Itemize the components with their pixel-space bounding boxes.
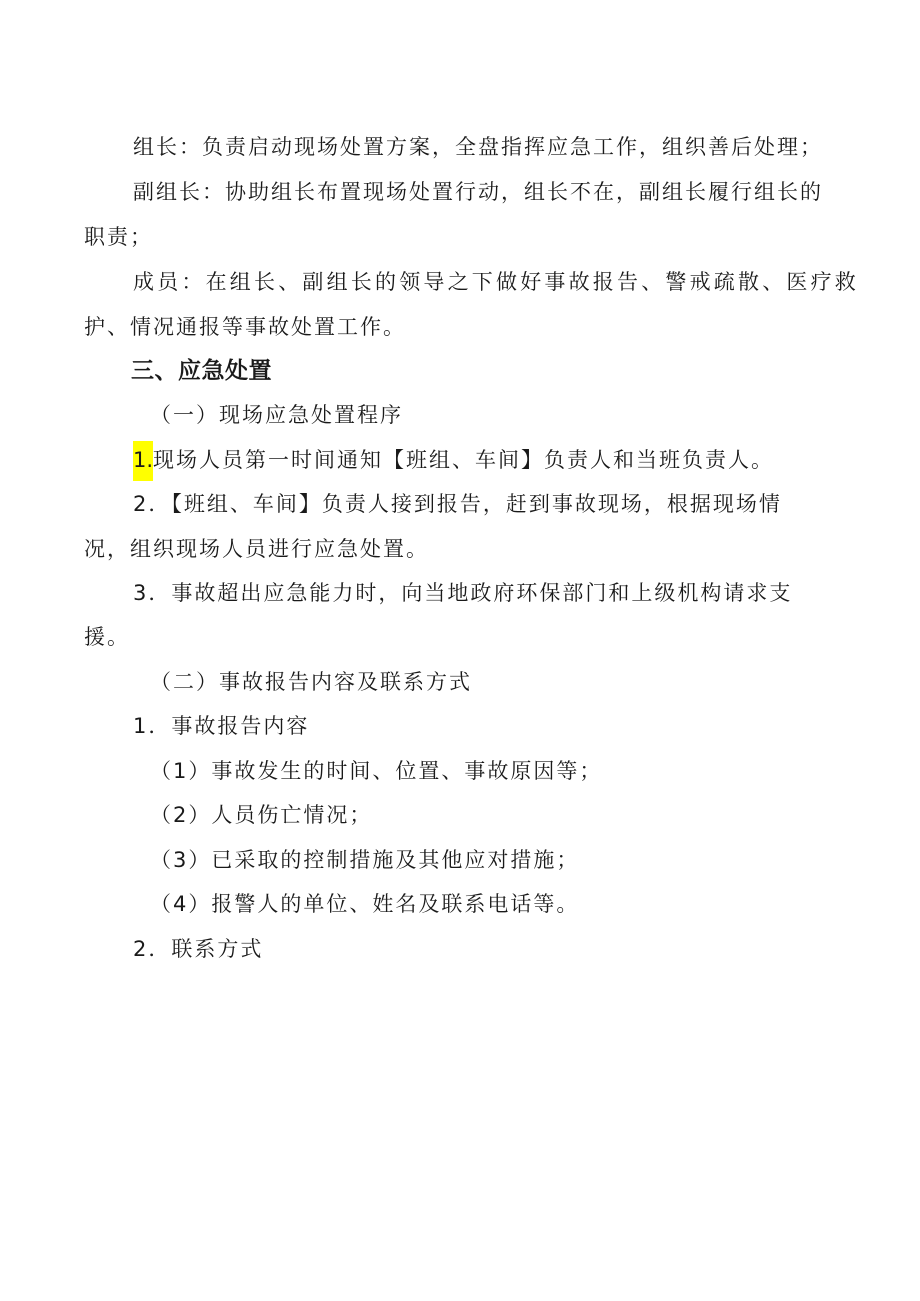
report-content-item: 1．事故报告内容 [133, 714, 310, 738]
report-point: （3）已采取的控制措施及其他应对措施； [150, 848, 580, 872]
step-3-line2: 援。 [84, 625, 130, 649]
subsection-heading-1: （一）现场应急处置程序 [150, 403, 403, 427]
subsection-heading-2: （二）事故报告内容及联系方式 [150, 670, 472, 694]
report-point: （2）人员伤亡情况； [150, 803, 373, 827]
deputy-duty-line2: 职责； [84, 225, 153, 249]
section-heading: 三、应急处置 [131, 358, 272, 384]
step-3-line1: 3．事故超出应急能力时，向当地政府环保部门和上级机构请求支 [133, 581, 793, 605]
step-2-line1: 2．【班组、车间】负责人接到报告，赶到事故现场，根据现场情 [133, 492, 782, 516]
members-duty-line1: 成员：在组长、副组长的领导之下做好事故报告、警戒疏散、医疗救 [133, 270, 859, 294]
step-1 [133, 445, 774, 481]
members-duty-line2: 护、情况通报等事故处置工作。 [84, 315, 406, 339]
leader-duty: 组长：负责启动现场处置方案，全盘指挥应急工作，组织善后处理； [133, 135, 823, 159]
deputy-duty-line1: 副组长：协助组长布置现场处置行动，组长不在，副组长履行组长的 [133, 180, 823, 204]
contact-item: 2．联系方式 [133, 937, 264, 961]
step-2-line2: 况，组织现场人员进行应急处置。 [84, 537, 429, 561]
report-point: （4）报警人的单位、姓名及联系电话等。 [150, 892, 580, 916]
step-1-number-highlight: 1. [133, 441, 153, 481]
step-1-text: 现场人员第一时间通知【班组、车间】负责人和当班负责人。 [153, 448, 775, 472]
report-point: （1）事故发生的时间、位置、事故原因等； [150, 759, 603, 783]
